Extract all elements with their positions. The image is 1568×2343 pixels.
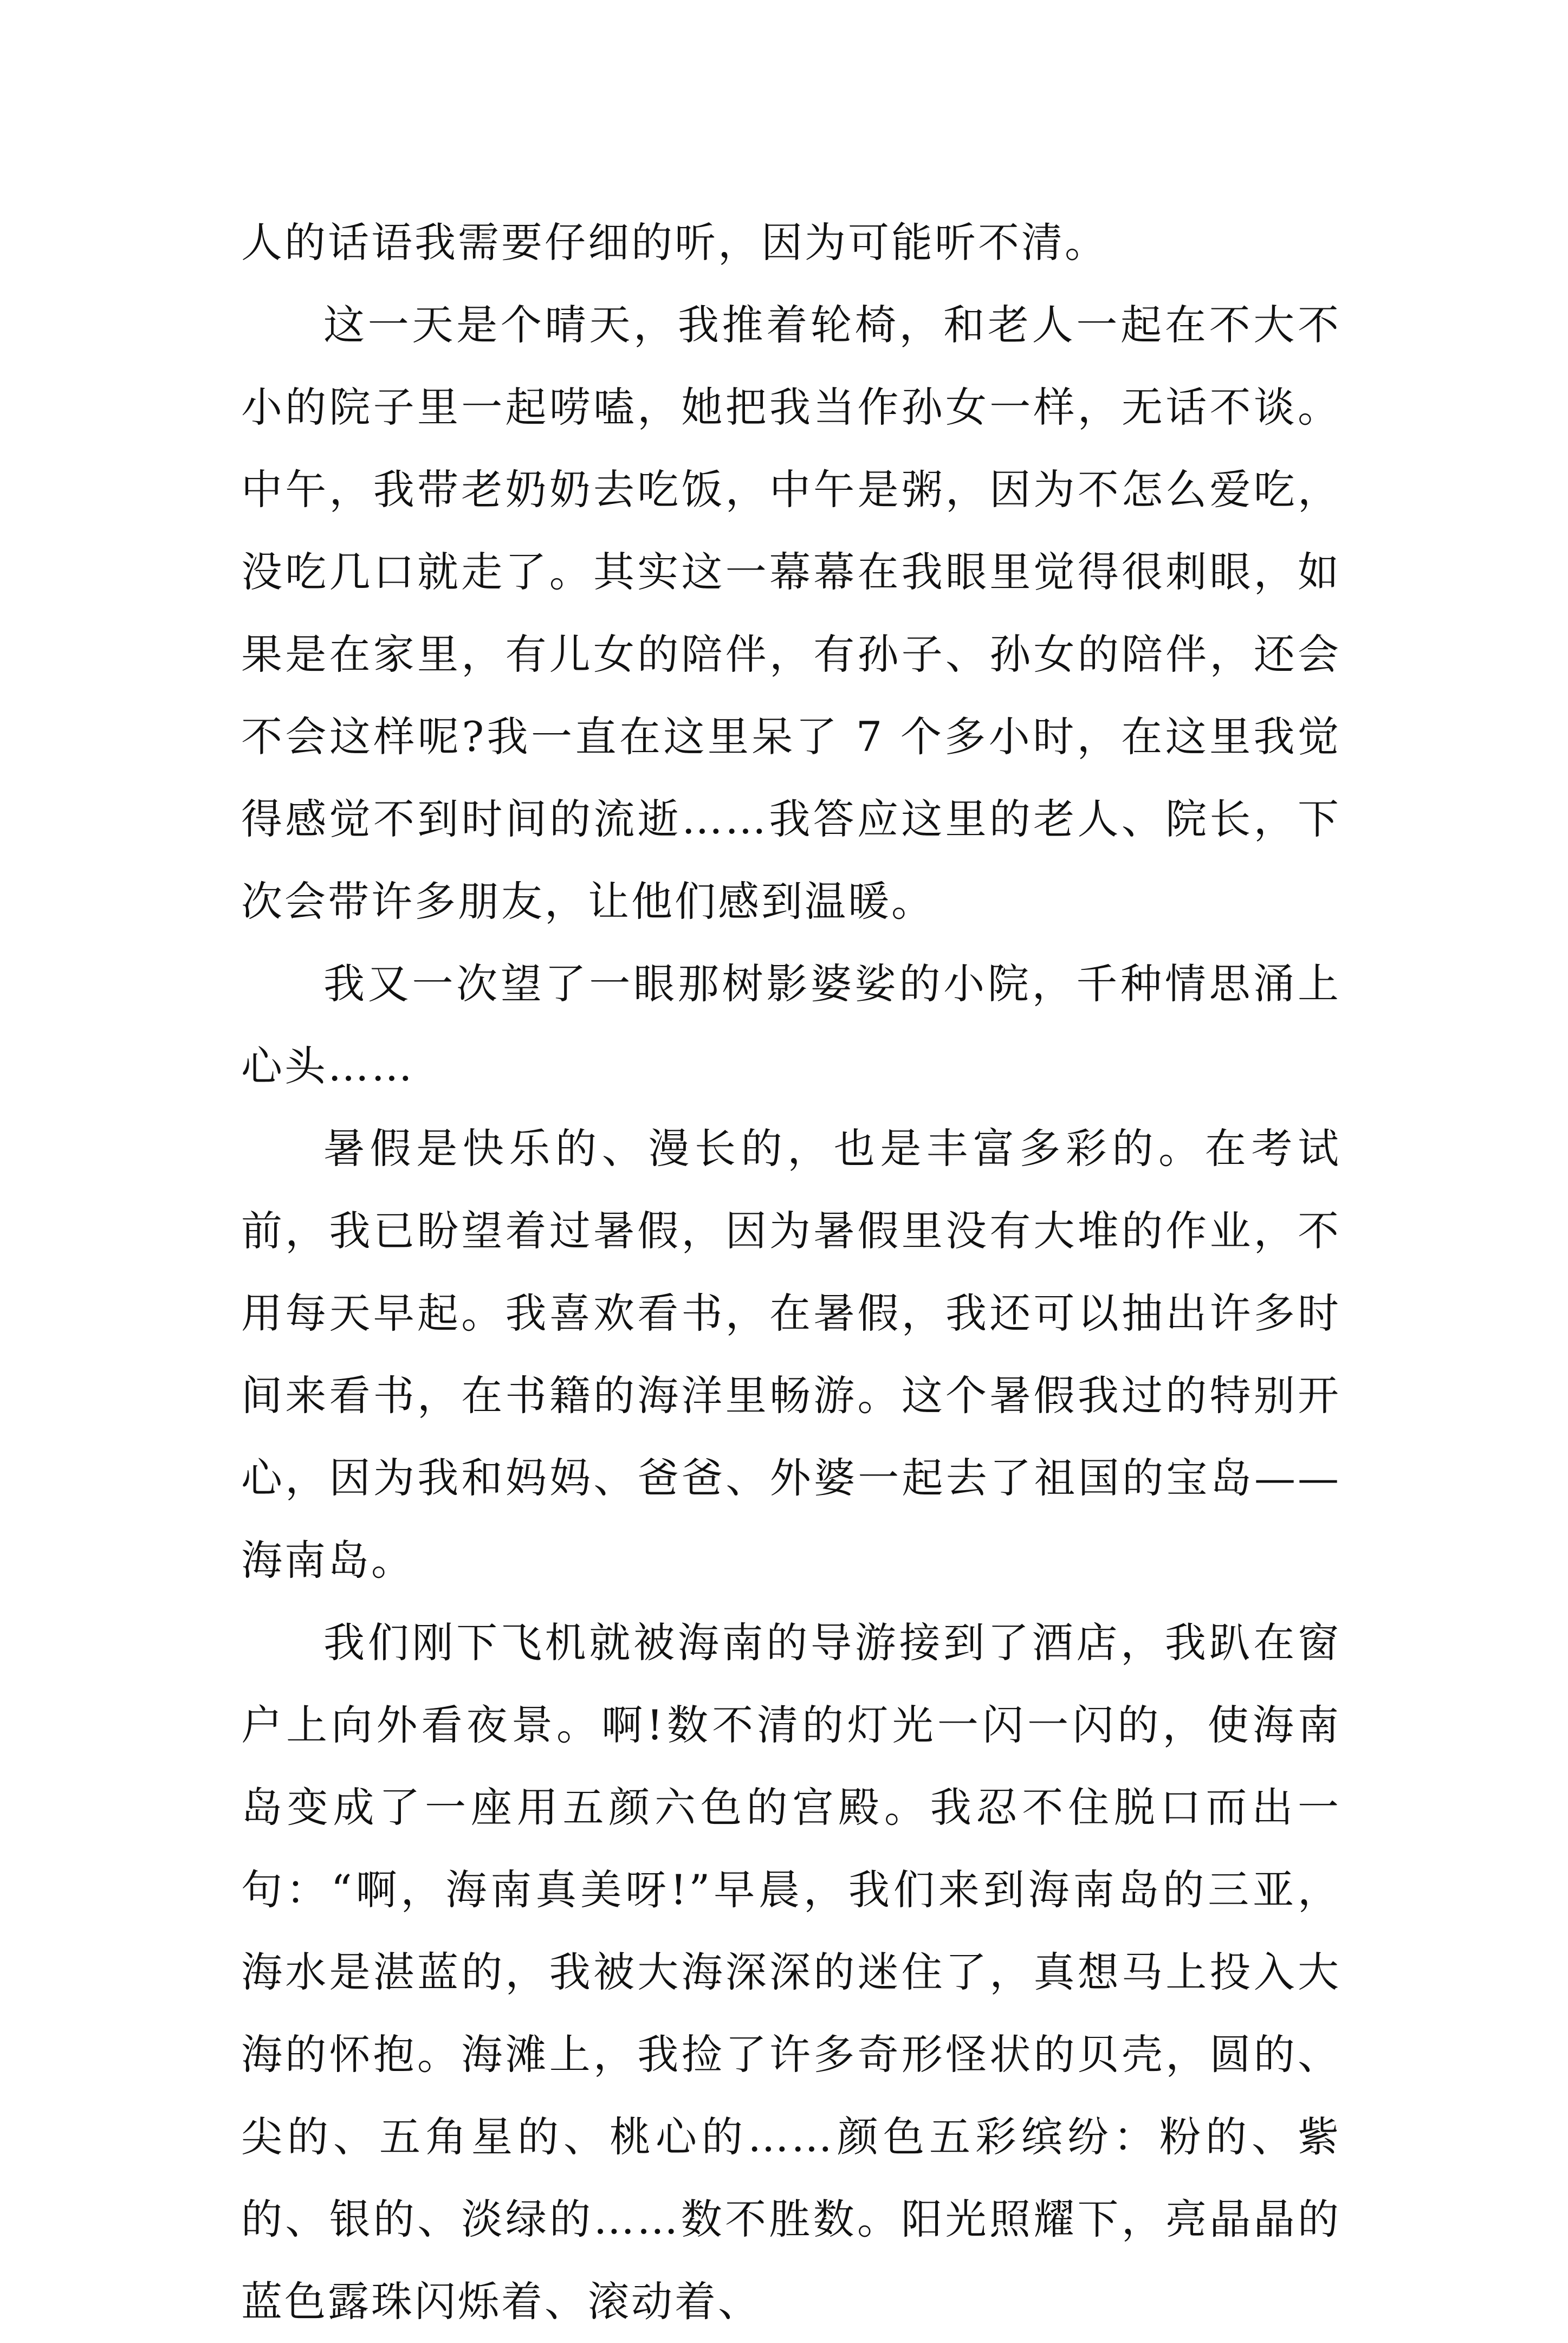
- document-body: [241, 202, 1341, 2343]
- paragraph-3: 我又一次望了一眼那树影婆娑的小院，千种情思涌上心头……: [241, 960, 1341, 1090]
- paragraph-1: 人的话语我需要仔细的听，因为可能听不清。: [241, 218, 1108, 267]
- paragraph-2: 这一天是个晴天，我推着轮椅，和老人一起在不大不小的院子里一起唠嗑，她把我当作孙女一样，无话不谈。中午，我带老奶奶去吃饭，中午是粥，因为不怎么爱吃，没吃几口就走了。其实这一幕幕在我眼里觉得很刺眼，如果是在家里，有儿女的陪伴，有孙子、孙女的陪伴，还会不会这样呢?我一直在这里呆了 7 个多小时，在这里我觉得感觉不到时间的流逝……我答应这里的老人、院长，下次会带许多朋友，让他们感到温暖。: [241, 301, 1341, 925]
- paragraph-4: 暑假是快乐的、漫长的，也是丰富多彩的。在考试前，我已盼望着过暑假，因为暑假里没有大堆的作业，不用每天早起。我喜欢看书，在暑假，我还可以抽出许多时间来看书，在书籍的海洋里畅游。这个暑假我过的特别开心，因为我和妈妈、爸爸、外婆一起去了祖国的宝岛——海南岛。: [241, 1124, 1341, 1584]
- paragraph-5: 我们刚下飞机就被海南的导游接到了酒店，我趴在窗户上向外看夜景。啊!数不清的灯光一闪一闪的，使海南岛变成了一座用五颜六色的宫殿。我忍不住脱口而出一句：“啊，海南真美呀!”早晨，我们来到海南岛的三亚，海水是湛蓝的，我被大海深深的迷住了，真想马上投入大海的怀抱。海滩上，我捡了许多奇形怪状的贝壳，圆的、尖的、五角星的、桃心的……颜色五彩缤纷：粉的、紫的、银的、淡绿的……数不胜数。阳光照耀下，亮晶晶的蓝色露珠闪烁着、滚动着、: [241, 1619, 1341, 2326]
